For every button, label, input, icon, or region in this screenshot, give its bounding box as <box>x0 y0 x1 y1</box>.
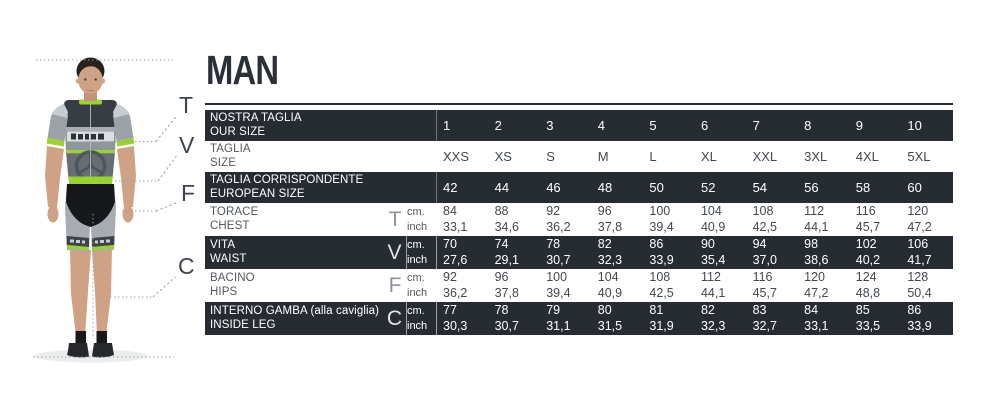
size-table <box>205 103 953 335</box>
cm-value: 104 <box>597 270 619 284</box>
inch-value: 35,4 <box>700 252 726 267</box>
unit-inch-label: inch <box>407 319 428 332</box>
row-label-italian: INTERNO GAMBA (alla caviglia) <box>210 305 380 317</box>
cm-value: 100 <box>649 204 671 218</box>
cm-value: 108 <box>752 204 774 218</box>
measure-value-cell <box>540 236 592 269</box>
inch-value: 32,3 <box>700 318 726 333</box>
row-label <box>205 172 437 203</box>
cm-value: 94 <box>752 237 767 251</box>
inch-value: 37,0 <box>752 252 777 267</box>
measure-value-cell <box>901 236 953 269</box>
inch-value: 33,1 <box>804 318 829 333</box>
inch-value: 41,7 <box>907 252 932 267</box>
unit-inch-label: inch <box>407 253 428 266</box>
cm-value: 96 <box>597 204 612 218</box>
table-row <box>205 172 953 203</box>
inch-value: 44,1 <box>700 285 726 300</box>
measure-value-cell <box>489 236 541 269</box>
row-label-italian: TAGLIA CORRISPONDENTE <box>210 174 364 186</box>
row-label-italian: VITA <box>210 239 236 251</box>
inch-value: 31,1 <box>546 318 571 333</box>
measure-value-cell <box>747 302 799 335</box>
table-row <box>205 269 953 302</box>
cm-value: 84 <box>804 303 819 317</box>
size-value: 1 <box>443 118 451 133</box>
row-label <box>205 141 437 172</box>
table-row <box>205 236 953 269</box>
inch-value: 30,7 <box>494 318 519 333</box>
size-value: 8 <box>804 118 812 133</box>
cm-value: 81 <box>649 303 664 317</box>
page-title: MAN <box>206 47 279 93</box>
figure-shorts <box>65 184 116 252</box>
cm-value: 88 <box>494 204 509 218</box>
cm-value: 100 <box>546 270 568 284</box>
inch-value: 40,9 <box>700 219 726 234</box>
unit-cell <box>407 203 437 236</box>
inch-value: 27,6 <box>443 252 468 267</box>
measure-value-cell <box>798 203 850 236</box>
row-label-english: OUR SIZE <box>210 125 266 138</box>
unit-cm-label: cm. <box>407 205 425 218</box>
cm-value: 85 <box>855 303 870 317</box>
inch-value: 37,8 <box>597 219 623 234</box>
cm-value: 116 <box>752 270 773 284</box>
inch-value: 30,3 <box>443 318 468 333</box>
cm-value: 82 <box>597 237 612 251</box>
inch-value: 33,1 <box>443 219 468 234</box>
measure-value-cell <box>850 203 902 236</box>
measure-value-cell <box>437 203 489 236</box>
inch-value: 45,7 <box>855 219 881 234</box>
inch-value: 33,5 <box>855 318 881 333</box>
inch-value: 42,5 <box>649 285 674 300</box>
cm-value: 124 <box>855 270 877 284</box>
inch-value: 29,1 <box>494 252 519 267</box>
inch-value: 45,7 <box>752 285 777 300</box>
cm-value: 84 <box>443 204 457 218</box>
measure-value-cell <box>850 269 902 302</box>
inch-value: 40,2 <box>855 252 881 267</box>
size-value: 46 <box>546 180 561 195</box>
measure-value-cell <box>489 203 541 236</box>
row-label-english: CHEST <box>210 219 250 232</box>
figure-letter-waist: V <box>179 132 195 158</box>
table-row <box>205 302 953 335</box>
cm-value: 86 <box>649 237 664 251</box>
figure-jersey <box>60 96 122 186</box>
measure-value-cell <box>695 236 747 269</box>
cm-value: 70 <box>443 237 457 251</box>
measure-letter: V <box>383 236 407 269</box>
measure-letter: F <box>388 274 402 297</box>
size-value: 5 <box>649 118 657 133</box>
measure-value-cell <box>489 302 541 335</box>
size-value: 50 <box>649 180 664 195</box>
measure-value-cell <box>592 302 644 335</box>
figure-letter-hips: F <box>181 180 196 206</box>
measure-value-cell <box>540 302 592 335</box>
size-value: 48 <box>597 180 613 195</box>
figure-letter-inside-leg: C <box>178 253 195 279</box>
measure-value-cell <box>437 302 489 335</box>
cm-value: 77 <box>443 303 457 317</box>
measure-letter: T <box>388 208 402 231</box>
size-value: S <box>546 149 555 164</box>
cm-value: 120 <box>907 204 929 218</box>
measure-value-cell <box>540 203 592 236</box>
size-value: 3 <box>546 118 554 133</box>
inch-value: 31,5 <box>597 318 623 333</box>
inch-value: 31,9 <box>649 318 674 333</box>
cm-value: 80 <box>597 303 612 317</box>
row-label <box>205 269 383 302</box>
size-value: XXS <box>443 149 470 164</box>
inch-value: 33,9 <box>649 252 674 267</box>
cm-value: 74 <box>494 237 509 251</box>
measure-value-cell <box>592 203 644 236</box>
size-value: 5XL <box>907 149 931 164</box>
row-label-italian: TAGLIA <box>210 143 251 155</box>
measure-value-cell <box>540 269 592 302</box>
figure-legs <box>70 248 112 336</box>
inch-value: 44,1 <box>804 219 829 234</box>
measure-value-cell <box>850 236 902 269</box>
row-label-italian: TORACE <box>210 206 259 218</box>
table-row <box>205 203 953 236</box>
table-top-rule <box>205 103 953 105</box>
row-label <box>205 236 383 269</box>
cm-value: 92 <box>546 204 561 218</box>
unit-cell <box>407 236 437 269</box>
inch-value: 40,9 <box>597 285 623 300</box>
row-label-italian: BACINO <box>210 272 255 284</box>
cm-value: 86 <box>907 303 922 317</box>
size-value: 44 <box>494 180 510 195</box>
size-value: 42 <box>443 180 458 195</box>
cm-value: 82 <box>700 303 715 317</box>
size-value: 4 <box>597 118 606 133</box>
inch-value: 37,8 <box>494 285 519 300</box>
size-value: 54 <box>752 180 768 195</box>
measure-value-cell <box>695 269 747 302</box>
size-value: 52 <box>700 180 716 195</box>
measure-value-cell <box>747 269 799 302</box>
measure-value-cell <box>437 269 489 302</box>
cm-value: 112 <box>804 204 825 218</box>
measure-value-cell <box>747 236 799 269</box>
cm-value: 112 <box>700 270 721 284</box>
unit-cm-label: cm. <box>407 304 425 317</box>
cm-value: 92 <box>443 270 457 284</box>
inch-value: 39,4 <box>546 285 571 300</box>
measure-value-cell <box>798 302 850 335</box>
size-value: 7 <box>752 118 760 133</box>
measure-value-cell <box>850 302 902 335</box>
table-row <box>205 141 953 172</box>
row-label-english: HIPS <box>210 285 238 298</box>
man-figure <box>0 0 205 410</box>
figure-sock-right <box>97 331 108 344</box>
cm-value: 120 <box>804 270 826 284</box>
inch-value: 34,6 <box>494 219 519 234</box>
row-label <box>205 203 383 236</box>
measure-value-cell <box>695 302 747 335</box>
ground-shadow <box>34 350 148 363</box>
cm-value: 104 <box>700 204 722 218</box>
measure-letter: C <box>383 302 407 335</box>
size-value: M <box>597 149 609 164</box>
inch-value: 36,2 <box>443 285 468 300</box>
measure-value-cell <box>695 203 747 236</box>
measure-value-cell <box>901 269 953 302</box>
unit-inch-label: inch <box>407 220 428 233</box>
size-value: XS <box>494 149 512 164</box>
measure-value-cell <box>437 236 489 269</box>
inch-value: 32,3 <box>597 252 623 267</box>
cm-value: 116 <box>855 204 876 218</box>
measure-connector-hips <box>156 202 179 211</box>
figure-head <box>76 58 105 102</box>
row-label-english: WAIST <box>210 252 247 265</box>
inch-value: 42,5 <box>752 219 777 234</box>
size-value: 4XL <box>855 149 879 164</box>
size-value: 2 <box>494 118 502 133</box>
unit-inch-label: inch <box>407 286 428 299</box>
cm-value: 102 <box>855 237 877 251</box>
measure-value-cell <box>489 269 541 302</box>
size-value: 10 <box>907 118 922 133</box>
cm-value: 78 <box>494 303 509 317</box>
row-label-english: SIZE <box>210 156 236 169</box>
measure-value-cell <box>747 203 799 236</box>
measure-value-cell <box>643 236 695 269</box>
unit-cm-label: cm. <box>407 271 425 284</box>
cm-value: 83 <box>752 303 767 317</box>
measure-value-cell <box>798 236 850 269</box>
size-value: 56 <box>804 180 819 195</box>
row-label-english: INSIDE LEG <box>210 318 276 331</box>
size-value: 58 <box>855 180 871 195</box>
size-value: 9 <box>855 118 863 133</box>
measure-connector-waist <box>158 156 177 181</box>
size-value: 3XL <box>804 149 828 164</box>
measure-value-cell <box>643 203 695 236</box>
row-label-english: EUROPEAN SIZE <box>210 187 305 200</box>
measure-value-cell <box>901 203 953 236</box>
size-value: XL <box>700 149 717 164</box>
cm-value: 106 <box>907 237 929 251</box>
inch-value: 47,2 <box>907 219 932 234</box>
cm-value: 98 <box>804 237 819 251</box>
inch-value: 36,2 <box>546 219 571 234</box>
cm-value: 79 <box>546 303 561 317</box>
inch-value: 47,2 <box>804 285 829 300</box>
cm-value: 128 <box>907 270 929 284</box>
inch-value: 39,4 <box>649 219 674 234</box>
measure-value-cell <box>643 269 695 302</box>
man-figure-panel <box>0 0 205 410</box>
measure-value-cell <box>798 269 850 302</box>
size-value: L <box>649 149 657 164</box>
row-label <box>205 110 437 141</box>
size-value: XXL <box>752 149 778 164</box>
measure-value-cell <box>643 302 695 335</box>
figure-letter-chest: T <box>179 92 194 118</box>
inch-value: 48,8 <box>855 285 881 300</box>
figure-sock-left <box>76 331 87 344</box>
inch-value: 32,7 <box>752 318 777 333</box>
unit-cm-label: cm. <box>407 238 425 251</box>
row-label <box>205 302 383 335</box>
table-row <box>205 110 953 141</box>
inch-value: 30,7 <box>546 252 571 267</box>
cm-value: 90 <box>700 237 715 251</box>
measure-connector-chest <box>156 116 177 142</box>
measure-value-cell <box>901 302 953 335</box>
inch-value: 50,4 <box>907 285 932 300</box>
measure-connector-inside-leg <box>153 277 176 297</box>
cm-value: 78 <box>546 237 561 251</box>
cm-value: 96 <box>494 270 509 284</box>
measure-value-cell <box>592 236 644 269</box>
measure-value-cell <box>592 269 644 302</box>
unit-cell <box>407 269 437 302</box>
size-value: 6 <box>700 118 709 133</box>
size-value: 60 <box>907 180 922 195</box>
inch-value: 38,6 <box>804 252 829 267</box>
cm-value: 108 <box>649 270 671 284</box>
unit-cell <box>407 302 437 335</box>
inch-value: 33,9 <box>907 318 932 333</box>
row-label-italian: NOSTRA TAGLIA <box>210 112 302 124</box>
